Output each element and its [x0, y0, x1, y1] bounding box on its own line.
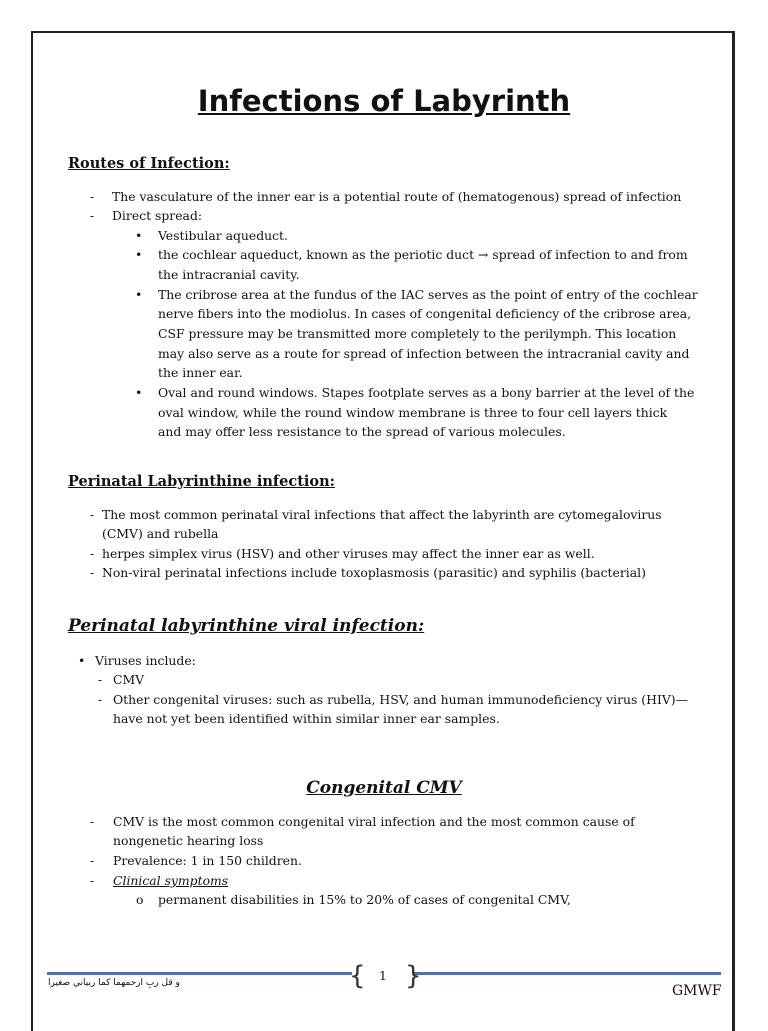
- bullet-marker: •: [135, 228, 143, 243]
- perinatal-item-nonviral: Non-viral perinatal infections include toxoplasmosis (parasitic) and syphilis (bacterial): [102, 565, 646, 580]
- cmv-sub-permanent-disabilities: permanent disabilities in 15% to 20% of cases of congenital CMV,: [158, 892, 571, 907]
- circle-bullet-marker: o: [136, 892, 144, 907]
- cmv-item-prevalence: Prevalence: 1 in 150 children.: [113, 853, 302, 868]
- routes-bullet-cochlear-l1: the cochlear aqueduct, known as the periotic duct → spread of infection to and from: [158, 247, 688, 262]
- dash-marker: -: [90, 814, 95, 829]
- footer-rule-right: [413, 972, 721, 975]
- dash-marker: -: [90, 507, 95, 522]
- routes-bullet-windows-l3: and may offer less resistance to the spread of various molecules.: [158, 424, 566, 439]
- viral-dash-other-l1: Other congenital viruses: such as rubella, HSV, and human immunodeficiency virus (HIV)—: [113, 692, 689, 707]
- routes-heading: Routes of Infection:: [68, 155, 230, 172]
- footer-rule-left: [47, 972, 352, 975]
- perinatal-heading: Perinatal Labyrinthine infection:: [68, 473, 335, 490]
- footer-signature: GMWF: [672, 983, 722, 999]
- page-number-left-brace: {: [349, 961, 366, 991]
- routes-bullet-cochlear-l2: the intracranial cavity.: [158, 267, 300, 282]
- footer-arabic-text: و قل ربِ ارحمهما كما ربياني صغيرا: [48, 978, 180, 988]
- dash-marker: -: [90, 873, 95, 888]
- cmv-item-common-l1: CMV is the most common congenital viral infection and the most common cause of: [113, 814, 635, 829]
- dash-marker: -: [90, 853, 95, 868]
- dash-marker: -: [90, 189, 95, 204]
- bullet-marker: •: [135, 247, 143, 262]
- routes-bullet-windows-l1: Oval and round windows. Stapes footplate serves as a bony barrier at the level of the: [158, 385, 695, 400]
- perinatal-item-common-l1: The most common perinatal viral infections that affect the labyrinth are cytomegalovirus: [102, 507, 662, 522]
- viral-heading: Perinatal labyrinthine viral infection:: [68, 616, 425, 636]
- viral-bullet-viruses: Viruses include:: [95, 653, 196, 668]
- routes-bullet-cribrose-l1: The cribrose area at the fundus of the IAC serves as the point of entry of the cochlear: [158, 287, 698, 302]
- routes-bullet-cribrose-l4: may also serve as a route for spread of infection between the intracranial cavity and: [158, 346, 690, 361]
- bullet-marker: •: [135, 287, 143, 302]
- perinatal-item-common-l2: (CMV) and rubella: [102, 526, 219, 541]
- bullet-marker: •: [135, 385, 143, 400]
- routes-bullet-cribrose-l5: the inner ear.: [158, 365, 243, 380]
- routes-bullet-vestibular: Vestibular aqueduct.: [158, 228, 288, 243]
- viral-dash-cmv: CMV: [113, 672, 145, 687]
- routes-item-vasculature: The vasculature of the inner ear is a potential route of (hematogenous) spread of infection: [112, 189, 682, 204]
- dash-marker: -: [98, 672, 103, 687]
- cmv-heading: Congenital CMV: [306, 778, 462, 798]
- cmv-item-clinical-symptoms: Clinical symptoms: [113, 873, 229, 888]
- dash-marker: -: [98, 692, 103, 707]
- routes-bullet-windows-l2: oval window, while the round window membrane is three to four cell layers thick: [158, 405, 668, 420]
- page-title: Infections of Labyrinth: [197, 84, 571, 118]
- bullet-marker: •: [78, 653, 86, 668]
- routes-bullet-cribrose-l2: nerve fibers into the modiolus. In cases of congenital deficiency of the cribrose area,: [158, 306, 692, 321]
- routes-bullet-cribrose-l3: CSF pressure may be transmitted more completely to the perilymph. This location: [158, 326, 677, 341]
- page-number: 1: [379, 969, 387, 983]
- dash-marker: -: [90, 208, 95, 223]
- viral-dash-other-l2: have not yet been identified within similar inner ear samples.: [113, 711, 500, 726]
- cmv-item-common-l2: nongenetic hearing loss: [113, 833, 264, 848]
- perinatal-item-hsv: herpes simplex virus (HSV) and other viruses may affect the inner ear as well.: [102, 546, 595, 561]
- dash-marker: -: [90, 565, 95, 580]
- routes-item-direct-spread: Direct spread:: [112, 208, 203, 223]
- page-number-right-brace: }: [405, 961, 422, 991]
- dash-marker: -: [90, 546, 95, 561]
